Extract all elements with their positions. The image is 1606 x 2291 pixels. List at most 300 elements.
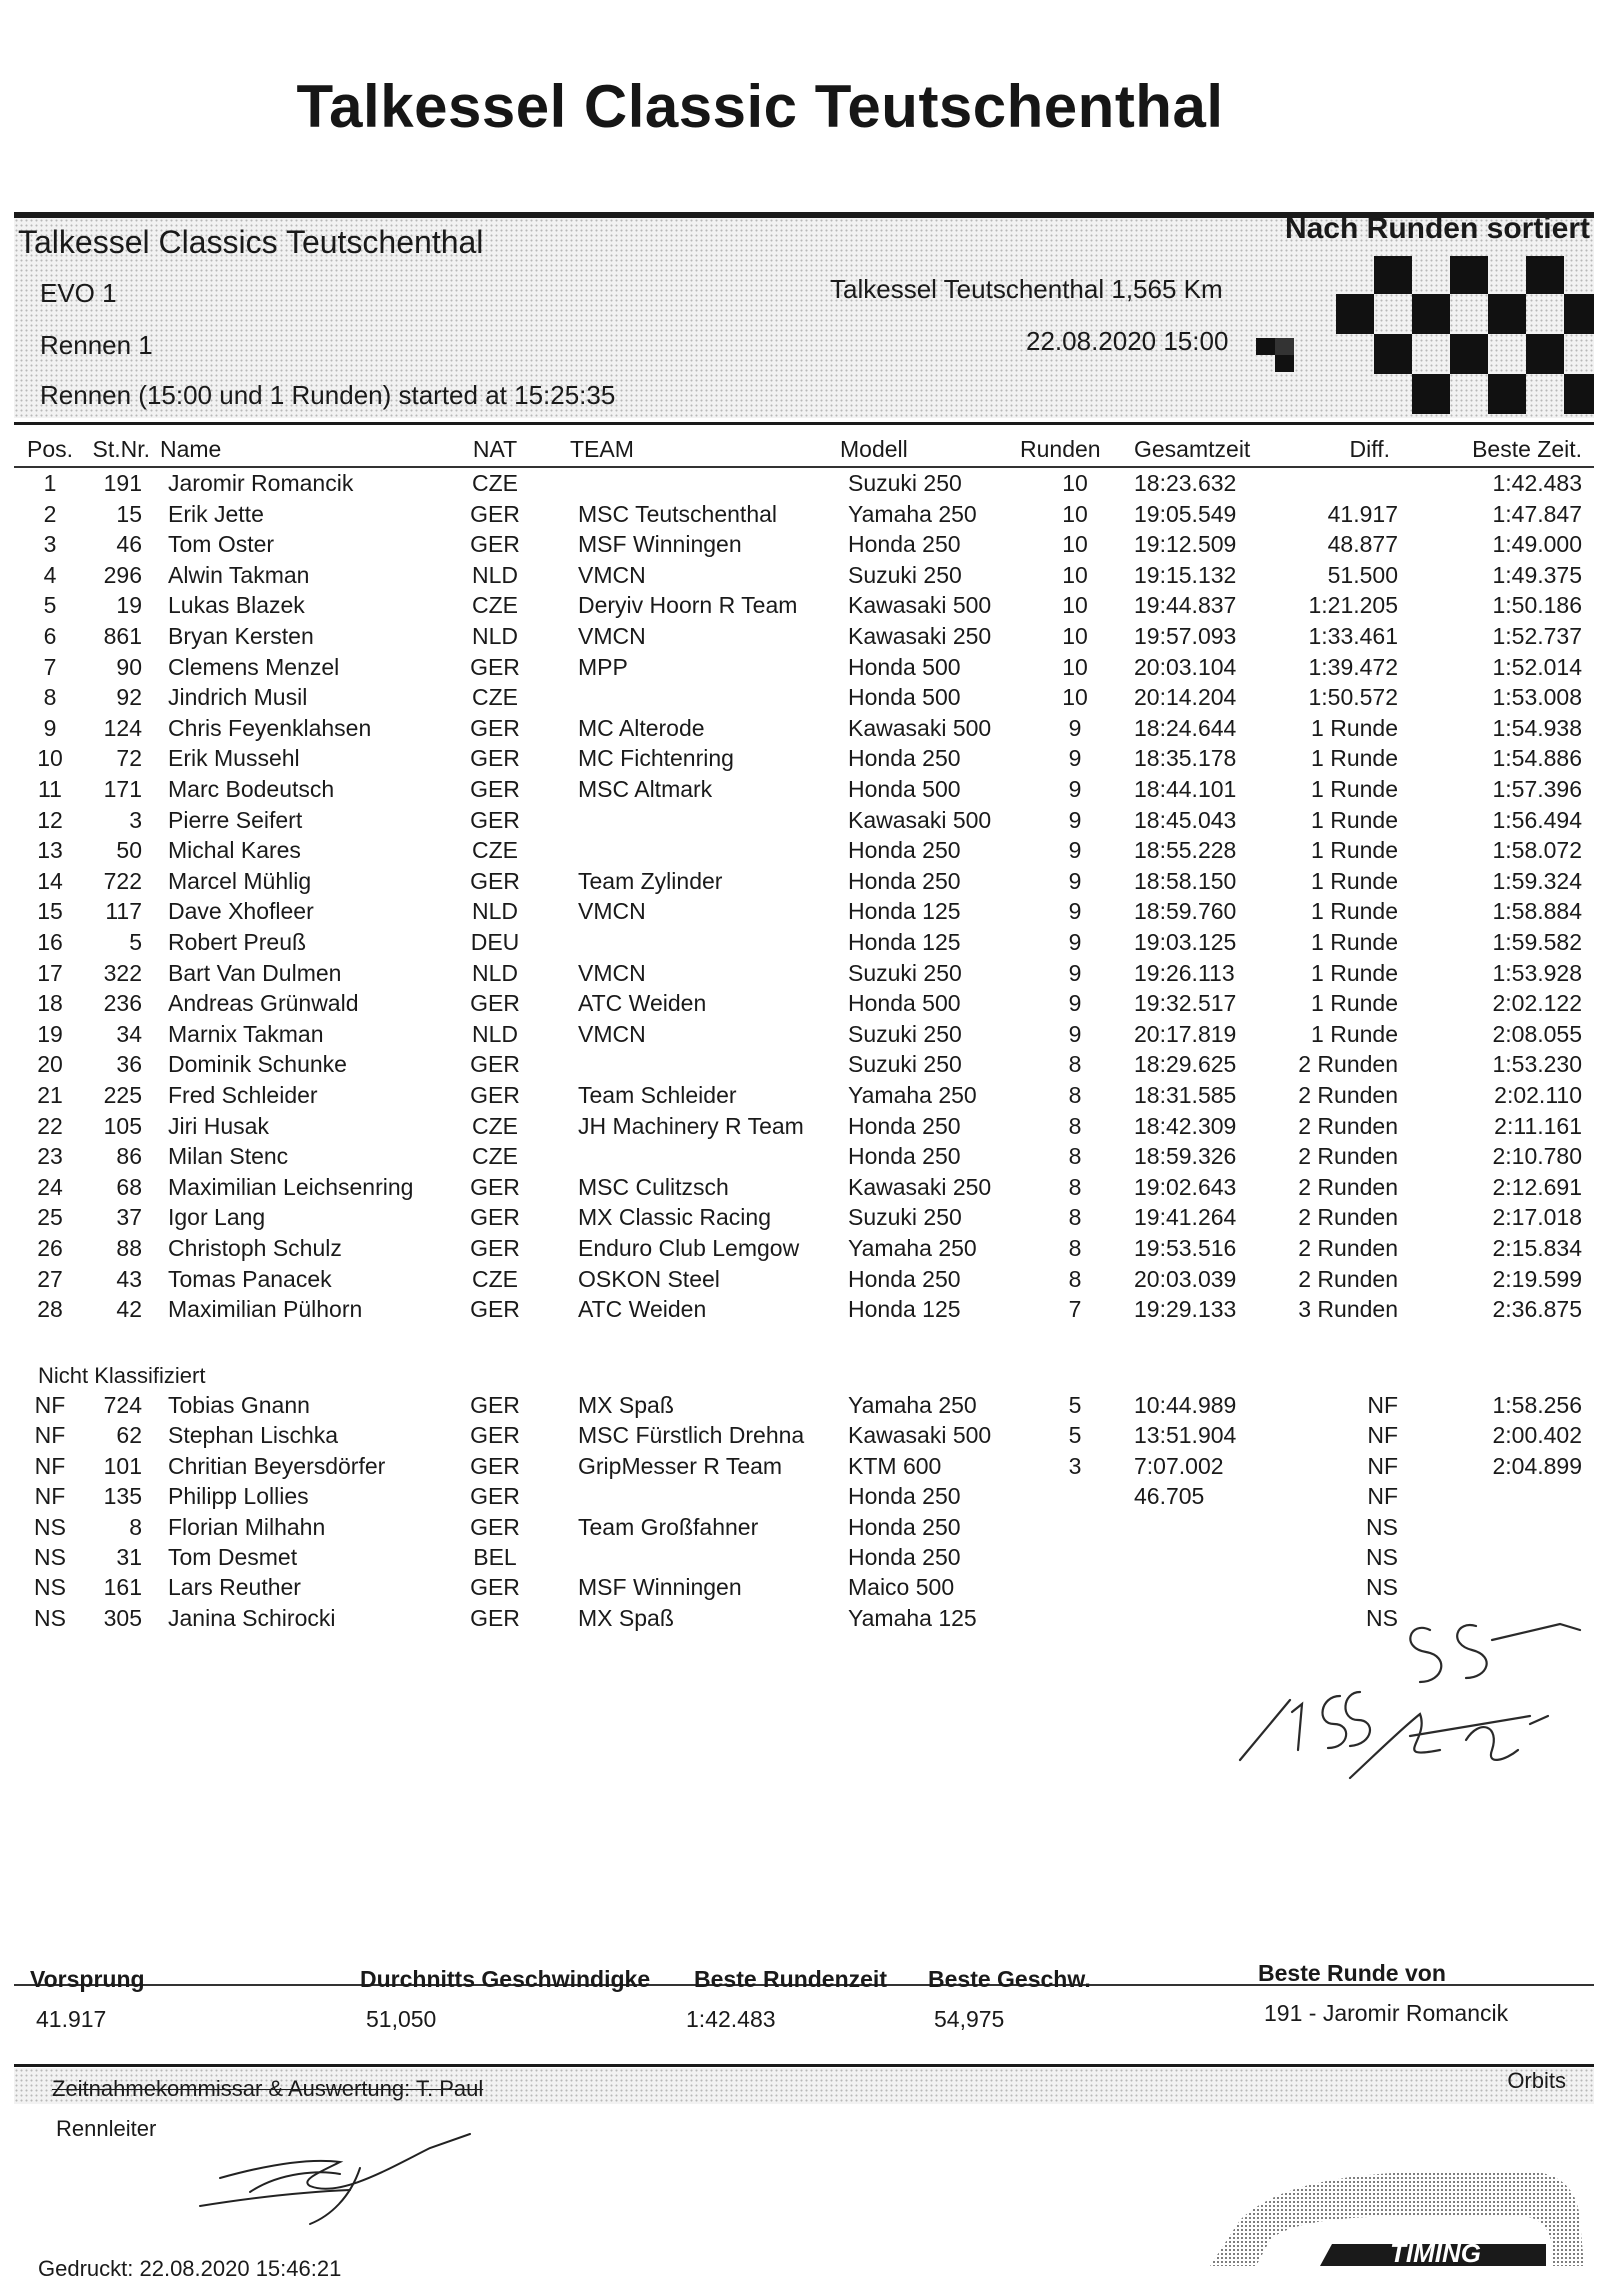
cell-diff: NS xyxy=(1366,1574,1398,1601)
cell-nat: GER xyxy=(470,531,520,558)
table-row xyxy=(0,1296,1606,1326)
table-row xyxy=(0,1392,1606,1422)
table-row xyxy=(0,562,1606,592)
cell-laps: 3 xyxy=(1068,1452,1082,1479)
cell-name: Tom Desmet xyxy=(168,1544,298,1570)
cell-pos: 8 xyxy=(43,684,57,711)
cell-nat: GER xyxy=(470,1452,520,1479)
cell-nr: 305 xyxy=(103,1604,142,1631)
cell-diff: 1:50.572 xyxy=(1308,684,1398,711)
cell-team: VMCN xyxy=(578,623,646,649)
cell-nat: GER xyxy=(470,1604,520,1631)
svg-text:TIMING: TIMING xyxy=(1390,2238,1481,2268)
cell-nat: GER xyxy=(470,806,520,833)
cell-team: MSC Culitzsch xyxy=(578,1173,729,1200)
cell-total: 19:53.516 xyxy=(1134,1235,1237,1261)
cell-total: 19:32.517 xyxy=(1134,990,1237,1017)
cell-diff: 41.917 xyxy=(1327,500,1398,527)
cell-name: Maximilian Pülhorn xyxy=(168,1296,363,1323)
column-header-rule xyxy=(14,466,1594,468)
cell-name: Igor Lang xyxy=(168,1204,266,1231)
cell-nat: GER xyxy=(470,714,520,741)
cell-total: 19:05.549 xyxy=(1134,500,1237,527)
cell-model: Honda 250 xyxy=(848,867,961,894)
cell-diff: 1 Runde xyxy=(1311,1020,1398,1047)
cell-laps: 10 xyxy=(1062,531,1088,558)
cell-team: MSC Teutschenthal xyxy=(578,500,778,527)
table-row xyxy=(0,868,1606,898)
cell-best: 2:19.599 xyxy=(1492,1265,1582,1292)
cell-model: Honda 125 xyxy=(848,898,961,925)
cell-name: Marcel Mühlig xyxy=(168,867,312,894)
cell-nat: GER xyxy=(470,867,520,894)
cell-pos: 2 xyxy=(43,500,57,527)
cell-best: 1:54.938 xyxy=(1492,714,1582,741)
cell-pos: 5 xyxy=(43,592,57,619)
cell-total: 18:35.178 xyxy=(1134,745,1237,772)
col-nr-header: St.Nr. xyxy=(92,436,150,462)
table-row xyxy=(0,990,1606,1020)
best-lap-value: 1:42.483 xyxy=(686,2006,776,2032)
cell-model: Kawasaki 250 xyxy=(848,1173,992,1200)
cell-nr: 101 xyxy=(103,1452,142,1479)
table-row xyxy=(0,837,1606,867)
cell-laps: 10 xyxy=(1062,500,1088,527)
cell-name: Robert Preuß xyxy=(168,929,307,955)
cell-model: Honda 250 xyxy=(848,1143,961,1170)
cell-nat: NLD xyxy=(471,1020,518,1047)
cell-best: 1:50.186 xyxy=(1492,592,1582,619)
cell-pos: NF xyxy=(34,1452,66,1479)
col-pos-header: Pos. xyxy=(26,436,74,462)
cell-name: Fred Schleider xyxy=(168,1082,318,1108)
cell-best: 1:49.000 xyxy=(1492,531,1582,558)
cell-model: Kawasaki 500 xyxy=(848,1422,992,1449)
cell-laps: 8 xyxy=(1068,1051,1082,1078)
cell-name: Philipp Lollies xyxy=(168,1483,309,1510)
cell-name: Jiri Husak xyxy=(168,1112,269,1139)
cell-laps: 10 xyxy=(1062,592,1088,619)
cell-nr: 861 xyxy=(103,623,142,649)
cell-nat: GER xyxy=(470,1296,520,1323)
cell-nat: GER xyxy=(470,1051,520,1078)
cell-diff: 1 Runde xyxy=(1311,714,1398,741)
cell-best: 2:10.780 xyxy=(1492,1143,1582,1170)
avg-speed-value: 51,050 xyxy=(366,2006,437,2032)
cell-total: 10:44.989 xyxy=(1134,1392,1237,1418)
cell-nat: GER xyxy=(470,1483,520,1510)
cell-nat: CZE xyxy=(472,837,518,864)
cell-name: Tomas Panacek xyxy=(168,1265,332,1292)
cell-pos: 20 xyxy=(37,1051,63,1078)
cell-laps: 8 xyxy=(1068,1204,1082,1231)
cell-model: Kawasaki 500 xyxy=(848,714,992,741)
cell-total: 18:59.326 xyxy=(1134,1143,1237,1170)
cell-team: Team Zylinder xyxy=(578,867,723,894)
cell-best: 2:08.055 xyxy=(1492,1020,1582,1047)
cell-diff: 1 Runde xyxy=(1311,867,1398,894)
cell-best: 1:53.230 xyxy=(1492,1051,1582,1078)
cell-nat: GER xyxy=(470,745,520,772)
cell-diff: NS xyxy=(1366,1513,1398,1540)
cell-laps: 10 xyxy=(1062,684,1088,711)
cell-diff: 1 Runde xyxy=(1311,837,1398,864)
cell-best: 1:47.847 xyxy=(1492,500,1582,527)
cell-model: Yamaha 250 xyxy=(848,500,977,527)
race-date: 22.08.2020 15:00 xyxy=(1026,326,1229,356)
cell-team: MX Spaß xyxy=(578,1392,674,1418)
cell-model: Honda 500 xyxy=(848,990,961,1017)
table-row xyxy=(0,1483,1606,1513)
class-name: EVO 1 xyxy=(40,278,117,308)
cell-diff: NF xyxy=(1367,1422,1398,1449)
cell-pos: 21 xyxy=(37,1082,63,1108)
cell-diff: 2 Runden xyxy=(1298,1265,1398,1292)
cell-best: 1:59.582 xyxy=(1492,929,1582,955)
cell-name: Erik Jette xyxy=(168,500,264,527)
cell-nat: CZE xyxy=(472,1143,518,1170)
cell-total: 13:51.904 xyxy=(1134,1422,1237,1449)
cell-name: Janina Schirocki xyxy=(168,1604,336,1631)
cell-laps: 5 xyxy=(1068,1422,1082,1449)
table-row xyxy=(0,1021,1606,1051)
cell-nr: 72 xyxy=(116,745,142,772)
cell-name: Christoph Schulz xyxy=(168,1235,342,1261)
cell-team: MSF Winningen xyxy=(578,1574,742,1601)
table-row xyxy=(0,1174,1606,1204)
cell-name: Tom Oster xyxy=(168,531,275,558)
cell-best: 1:54.886 xyxy=(1492,745,1582,772)
cell-nr: 236 xyxy=(103,990,142,1017)
cell-model: Honda 250 xyxy=(848,837,961,864)
cell-total: 20:03.104 xyxy=(1134,653,1237,680)
cell-total: 19:57.093 xyxy=(1134,623,1237,649)
cell-model: Suzuki 250 xyxy=(848,1204,962,1231)
cell-best: 2:02.122 xyxy=(1492,990,1582,1017)
cell-name: Bart Van Dulmen xyxy=(168,959,342,986)
cell-name: Michal Kares xyxy=(168,837,301,864)
cell-nat: GER xyxy=(470,1082,520,1108)
cell-team: Team Großfahner xyxy=(578,1513,759,1540)
cell-model: Honda 250 xyxy=(848,1265,961,1292)
cell-model: Honda 500 xyxy=(848,653,961,680)
table-row xyxy=(0,684,1606,714)
cell-laps: 9 xyxy=(1068,898,1082,925)
cell-model: Honda 500 xyxy=(848,684,961,711)
cell-nr: 36 xyxy=(116,1051,142,1078)
cell-nat: GER xyxy=(470,1574,520,1601)
cell-nat: NLD xyxy=(471,898,518,925)
cell-nr: 34 xyxy=(116,1020,142,1047)
col-laps-header: Runden xyxy=(1020,436,1101,462)
cell-team: Team Schleider xyxy=(578,1082,737,1108)
cell-nat: NLD xyxy=(471,561,518,588)
cell-pos: 10 xyxy=(37,745,63,772)
cell-pos: NS xyxy=(34,1513,66,1540)
cell-pos: NS xyxy=(34,1604,66,1631)
table-row xyxy=(0,715,1606,745)
cell-nr: 15 xyxy=(116,500,142,527)
cell-team: MSF Winningen xyxy=(578,531,742,558)
document-title: Talkessel Classic Teutschenthal xyxy=(296,73,1224,140)
cell-total: 20:17.819 xyxy=(1134,1020,1237,1047)
cell-model: Suzuki 250 xyxy=(848,1051,962,1078)
cell-total: 18:55.228 xyxy=(1134,837,1237,864)
col-team-header: TEAM xyxy=(570,436,634,462)
cell-pos: 14 xyxy=(37,867,63,894)
cell-name: Marnix Takman xyxy=(168,1020,324,1047)
cell-total: 19:02.643 xyxy=(1134,1173,1237,1200)
cell-nat: GER xyxy=(470,1235,520,1261)
cell-team: GripMesser R Team xyxy=(578,1452,783,1479)
cell-laps: 9 xyxy=(1068,776,1082,802)
cell-nr: 724 xyxy=(103,1392,142,1418)
cell-nr: 105 xyxy=(103,1112,142,1139)
cell-diff: 2 Runden xyxy=(1298,1235,1398,1261)
cell-pos: 28 xyxy=(37,1296,63,1323)
cell-diff: 2 Runden xyxy=(1298,1173,1398,1200)
cell-nat: CZE xyxy=(472,684,518,711)
cell-pos: 4 xyxy=(43,561,57,588)
cell-diff: 48.877 xyxy=(1327,531,1398,558)
table-row xyxy=(0,592,1606,622)
cell-model: Kawasaki 250 xyxy=(848,623,992,649)
cell-best: 1:58.884 xyxy=(1492,898,1582,925)
cell-best: 1:53.928 xyxy=(1492,959,1582,986)
cell-name: Jaromir Romancik xyxy=(168,470,354,496)
cell-nr: 68 xyxy=(116,1173,142,1200)
race-director-signature xyxy=(190,2128,490,2228)
cell-nat: GER xyxy=(470,776,520,802)
cell-pos: NF xyxy=(34,1483,66,1510)
cell-best: 2:11.161 xyxy=(1494,1112,1582,1139)
event-name: Talkessel Classics Teutschenthal xyxy=(18,224,484,260)
cell-pos: 9 xyxy=(43,714,57,741)
best-speed-value: 54,975 xyxy=(934,2006,1005,2032)
cell-diff: 2 Runden xyxy=(1298,1143,1398,1170)
cell-nr: 43 xyxy=(116,1265,142,1292)
cell-model: Yamaha 250 xyxy=(848,1235,977,1261)
race-info: Rennen (15:00 und 1 Runden) started at 15:25:35 xyxy=(40,380,616,410)
table-row xyxy=(0,1453,1606,1483)
cell-pos: NF xyxy=(34,1422,66,1449)
track-info: Talkessel Teutschenthal 1,565 Km xyxy=(830,274,1223,304)
cell-best: 1:53.008 xyxy=(1492,684,1582,711)
cell-laps: 9 xyxy=(1068,806,1082,833)
cell-pos: 26 xyxy=(37,1235,63,1261)
cell-nr: 62 xyxy=(116,1422,142,1449)
cell-diff: 1 Runde xyxy=(1311,929,1398,955)
table-row xyxy=(0,929,1606,959)
cell-team: OSKON Steel xyxy=(578,1265,720,1292)
table-row xyxy=(0,1143,1606,1173)
race-director-label: Rennleiter xyxy=(56,2116,157,2141)
cell-pos: 7 xyxy=(43,653,57,680)
cell-diff: 1 Runde xyxy=(1311,745,1398,772)
orbits-label: Orbits xyxy=(1507,2068,1566,2093)
cell-diff: 1 Runde xyxy=(1311,959,1398,986)
cell-nat: GER xyxy=(470,1204,520,1231)
cell-nr: 161 xyxy=(103,1574,142,1601)
race-name: Rennen 1 xyxy=(40,330,153,360)
cell-total: 18:31.585 xyxy=(1134,1082,1237,1108)
cell-name: Pierre Seifert xyxy=(168,806,303,833)
cell-laps: 10 xyxy=(1062,561,1088,588)
cell-nr: 3 xyxy=(129,806,142,833)
footer-top-rule xyxy=(14,2064,1594,2067)
cell-total: 19:41.264 xyxy=(1134,1204,1237,1231)
cell-model: Honda 125 xyxy=(848,929,961,955)
cell-diff: 3 Runden xyxy=(1298,1296,1398,1323)
cell-name: Dave Xhofleer xyxy=(168,898,314,925)
cell-team: VMCN xyxy=(578,898,646,925)
cell-total: 20:03.039 xyxy=(1134,1265,1237,1292)
cell-team: MC Fichtenring xyxy=(578,745,734,772)
cell-laps: 8 xyxy=(1068,1173,1082,1200)
cell-model: Honda 125 xyxy=(848,1296,961,1323)
cell-best: 2:15.834 xyxy=(1492,1235,1582,1261)
cell-model: Kawasaki 500 xyxy=(848,806,992,833)
col-model-header: Modell xyxy=(840,436,908,462)
cell-total: 7:07.002 xyxy=(1134,1452,1224,1479)
cell-best: 1:42.483 xyxy=(1492,470,1582,496)
cell-pos: 22 xyxy=(37,1112,63,1139)
table-row xyxy=(0,531,1606,561)
cell-laps: 8 xyxy=(1068,1112,1082,1139)
cell-laps: 8 xyxy=(1068,1082,1082,1108)
cell-best: 2:04.899 xyxy=(1492,1452,1582,1479)
cell-diff: 1:39.472 xyxy=(1308,653,1398,680)
cell-name: Clemens Menzel xyxy=(168,653,340,680)
cell-total: 19:12.509 xyxy=(1134,531,1237,558)
cell-diff: NF xyxy=(1367,1483,1398,1510)
cell-team: Deryiv Hoorn R Team xyxy=(578,592,798,619)
col-name-header: Name xyxy=(160,436,222,462)
col-best-header: Beste Zeit. xyxy=(1472,436,1582,462)
checkered-flag-icon xyxy=(1254,256,1594,414)
cell-model: Honda 250 xyxy=(848,1483,961,1510)
cell-total: 18:24.644 xyxy=(1134,714,1237,741)
printed-timestamp: Gedruckt: 22.08.2020 15:46:21 xyxy=(38,2256,342,2281)
cell-nr: 19 xyxy=(116,592,142,619)
cell-model: Honda 500 xyxy=(848,776,961,802)
cell-nat: GER xyxy=(470,1392,520,1418)
cell-nat: GER xyxy=(470,653,520,680)
cell-nr: 191 xyxy=(103,470,142,496)
header-bottom-rule xyxy=(14,422,1594,425)
cell-model: Honda 250 xyxy=(848,531,961,558)
table-row xyxy=(0,1051,1606,1081)
cell-model: KTM 600 xyxy=(848,1452,942,1479)
cell-diff: 2 Runden xyxy=(1298,1051,1398,1078)
cell-diff: 51.500 xyxy=(1327,561,1398,588)
cell-laps: 5 xyxy=(1068,1392,1082,1418)
cell-name: Jindrich Musil xyxy=(168,684,308,711)
table-row xyxy=(0,654,1606,684)
cell-laps: 9 xyxy=(1068,1020,1082,1047)
cell-nat: NLD xyxy=(471,959,518,986)
cell-nr: 135 xyxy=(103,1483,142,1510)
cell-best: 1:49.375 xyxy=(1492,561,1582,588)
cell-name: Erik Mussehl xyxy=(168,745,300,772)
cell-team: VMCN xyxy=(578,561,646,588)
cell-nr: 225 xyxy=(103,1082,142,1108)
cell-nat: GER xyxy=(470,1513,520,1540)
not-classified-label: Nicht Klassifiziert xyxy=(38,1363,206,1388)
cell-nat: GER xyxy=(470,1173,520,1200)
cell-laps: 8 xyxy=(1068,1265,1082,1292)
cell-total: 18:45.043 xyxy=(1134,806,1237,833)
cell-nr: 88 xyxy=(116,1235,142,1261)
cell-best: 1:59.324 xyxy=(1492,867,1582,894)
cell-pos: 19 xyxy=(37,1020,63,1047)
cell-diff: 1:21.205 xyxy=(1308,592,1398,619)
cell-diff: NS xyxy=(1366,1544,1398,1570)
cell-nat: BEL xyxy=(473,1544,517,1570)
cell-name: Stephan Lischka xyxy=(168,1422,339,1449)
cell-nr: 86 xyxy=(116,1143,142,1170)
cell-team: MX Spaß xyxy=(578,1604,674,1631)
cell-nr: 124 xyxy=(103,714,142,741)
cell-model: Suzuki 250 xyxy=(848,959,962,986)
cell-pos: 23 xyxy=(37,1143,63,1170)
cell-nat: GER xyxy=(470,500,520,527)
cell-best: 1:52.737 xyxy=(1492,623,1582,649)
cell-name: Milan Stenc xyxy=(168,1143,289,1170)
cell-model: Yamaha 250 xyxy=(848,1392,977,1418)
cell-best: 2:36.875 xyxy=(1492,1296,1582,1323)
cell-pos: 17 xyxy=(37,959,63,986)
table-row xyxy=(0,898,1606,928)
table-row xyxy=(0,1113,1606,1143)
cell-model: Yamaha 125 xyxy=(848,1604,977,1631)
table-row xyxy=(0,1544,1606,1574)
cell-model: Honda 250 xyxy=(848,1544,961,1570)
cell-best: 1:58.256 xyxy=(1492,1392,1582,1418)
cell-nat: GER xyxy=(470,1422,520,1449)
cell-team: MSC Fürstlich Drehna xyxy=(578,1422,805,1449)
cell-laps: 7 xyxy=(1068,1296,1082,1323)
cell-best: 1:56.494 xyxy=(1492,806,1582,833)
table-row xyxy=(0,776,1606,806)
cell-team: ATC Weiden xyxy=(578,990,707,1017)
cell-pos: 16 xyxy=(37,929,63,955)
cell-name: Chritian Beyersdörfer xyxy=(168,1452,386,1479)
cell-model: Yamaha 250 xyxy=(848,1082,977,1108)
table-row xyxy=(0,1266,1606,1296)
cell-best: 1:52.014 xyxy=(1492,653,1582,680)
table-row xyxy=(0,1514,1606,1544)
cell-diff: 2 Runden xyxy=(1298,1112,1398,1139)
table-row xyxy=(0,501,1606,531)
cell-name: Alwin Takman xyxy=(168,561,310,588)
timing-logo xyxy=(1200,2160,1590,2270)
cell-best: 1:58.072 xyxy=(1492,837,1582,864)
cell-name: Andreas Grünwald xyxy=(168,990,359,1017)
cell-nr: 50 xyxy=(116,837,142,864)
cell-nr: 31 xyxy=(116,1544,142,1570)
cell-nr: 92 xyxy=(116,684,142,711)
avg-speed-label: Durchnitts Geschwindigke xyxy=(360,1966,651,1992)
cell-nat: CZE xyxy=(472,592,518,619)
cell-laps: 9 xyxy=(1068,990,1082,1017)
cell-team: JH Machinery R Team xyxy=(578,1112,804,1139)
table-row xyxy=(0,807,1606,837)
cell-pos: NS xyxy=(34,1574,66,1601)
lead-value: 41.917 xyxy=(36,2006,107,2032)
table-row xyxy=(0,745,1606,775)
cell-diff: 1 Runde xyxy=(1311,898,1398,925)
